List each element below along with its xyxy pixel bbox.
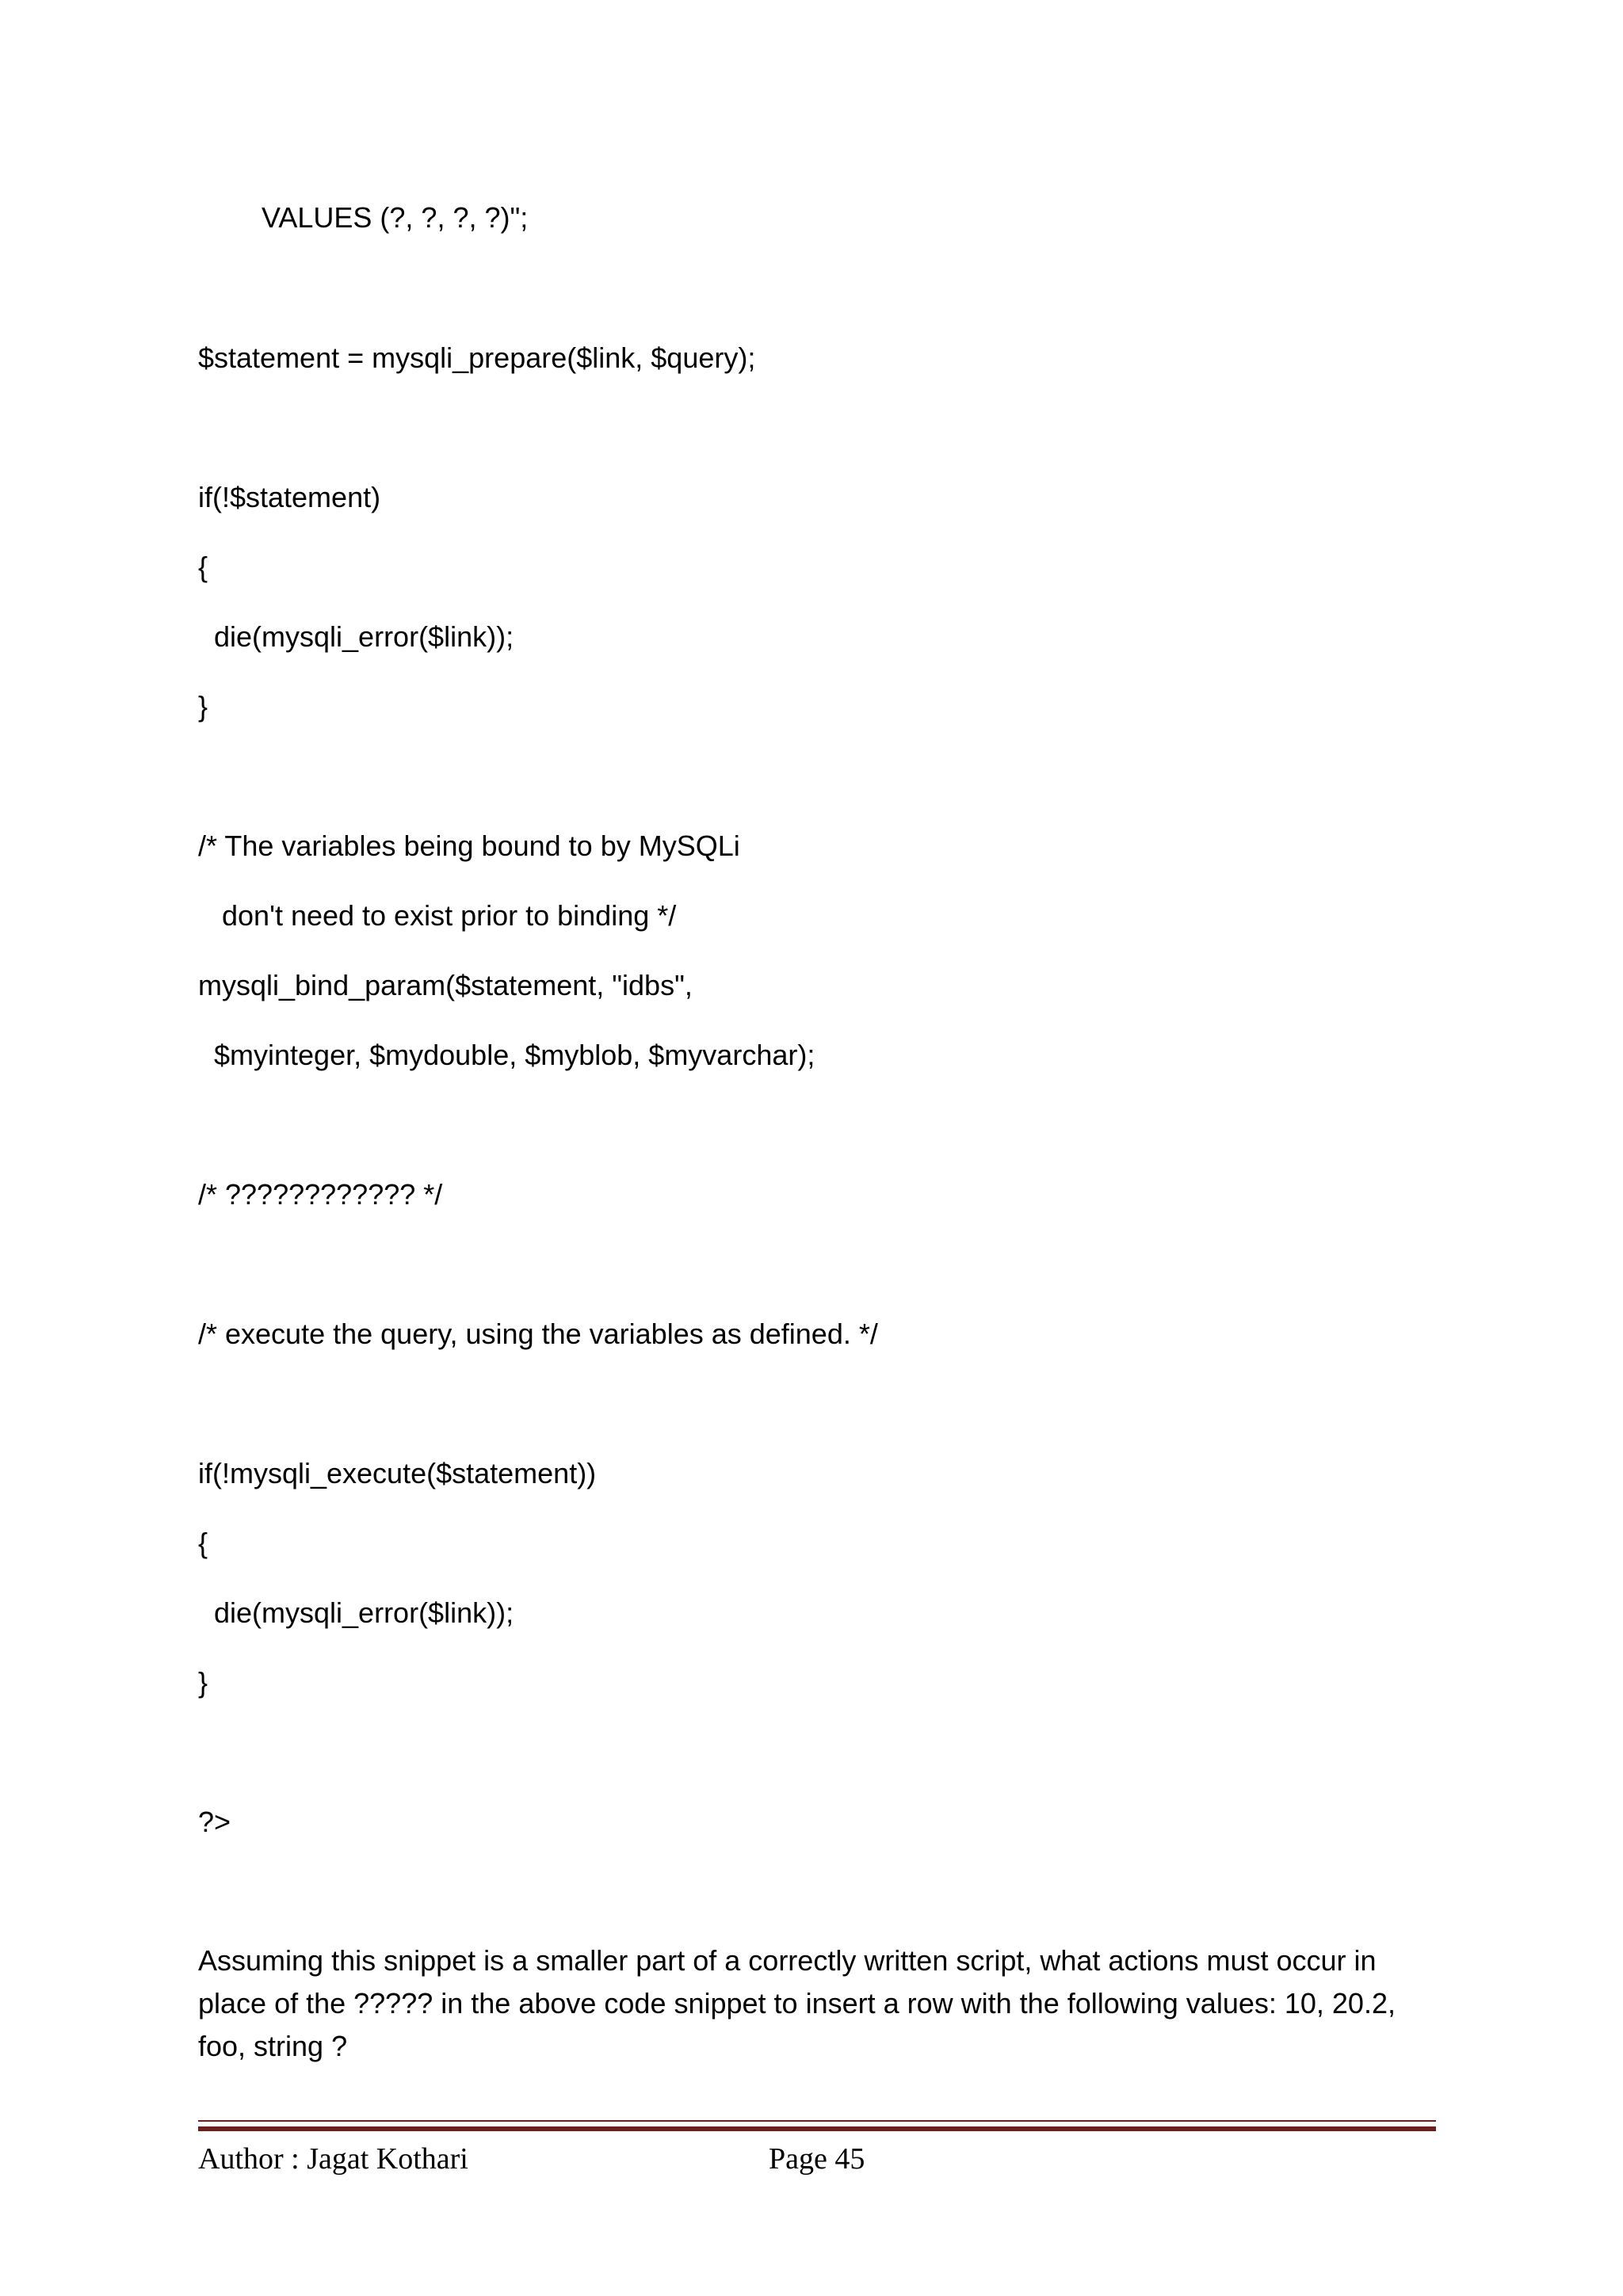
page-number: Page 45 <box>769 2142 865 2176</box>
code-line: VALUES (?, ?, ?, ?)"; <box>198 201 529 234</box>
code-comment: /* ???????????? */ <box>198 1178 443 1211</box>
question-text: Assuming this snippet is a smaller part of a correctly written script, what actions must occur in place of the ????? in the above code snippet to insert a row with the following values: 10, 20.2, foo, string ? <box>198 1944 1396 2062</box>
code-line: } <box>198 1666 208 1699</box>
footer-author: Author : Jagat Kothari <box>198 2142 468 2176</box>
code-line: mysqli_bind_param($statement, "idbs", <box>198 969 693 1001</box>
code-line: if(!$statement) <box>198 481 381 513</box>
code-comment: don't need to exist prior to binding */ <box>198 899 677 932</box>
code-line: $myinteger, $mydouble, $myblob, $myvarchar); <box>198 1039 815 1071</box>
code-line: } <box>198 690 208 723</box>
code-line: if(!mysqli_execute($statement)) <box>198 1457 597 1489</box>
code-line: die(mysqli_error($link)); <box>198 1596 514 1629</box>
footer-rule-thin <box>198 2120 1436 2122</box>
code-comment: /* The variables being bound to by MySQLi <box>198 830 740 862</box>
footer-rule-thick <box>198 2126 1436 2131</box>
code-line: { <box>198 551 208 583</box>
code-line: { <box>198 1527 208 1559</box>
code-line: die(mysqli_error($link)); <box>198 620 514 653</box>
code-line: ?> <box>198 1806 231 1838</box>
code-line: $statement = mysqli_prepare($link, $query); <box>198 341 756 374</box>
code-comment: /* execute the query, using the variables as defined. */ <box>198 1318 878 1350</box>
